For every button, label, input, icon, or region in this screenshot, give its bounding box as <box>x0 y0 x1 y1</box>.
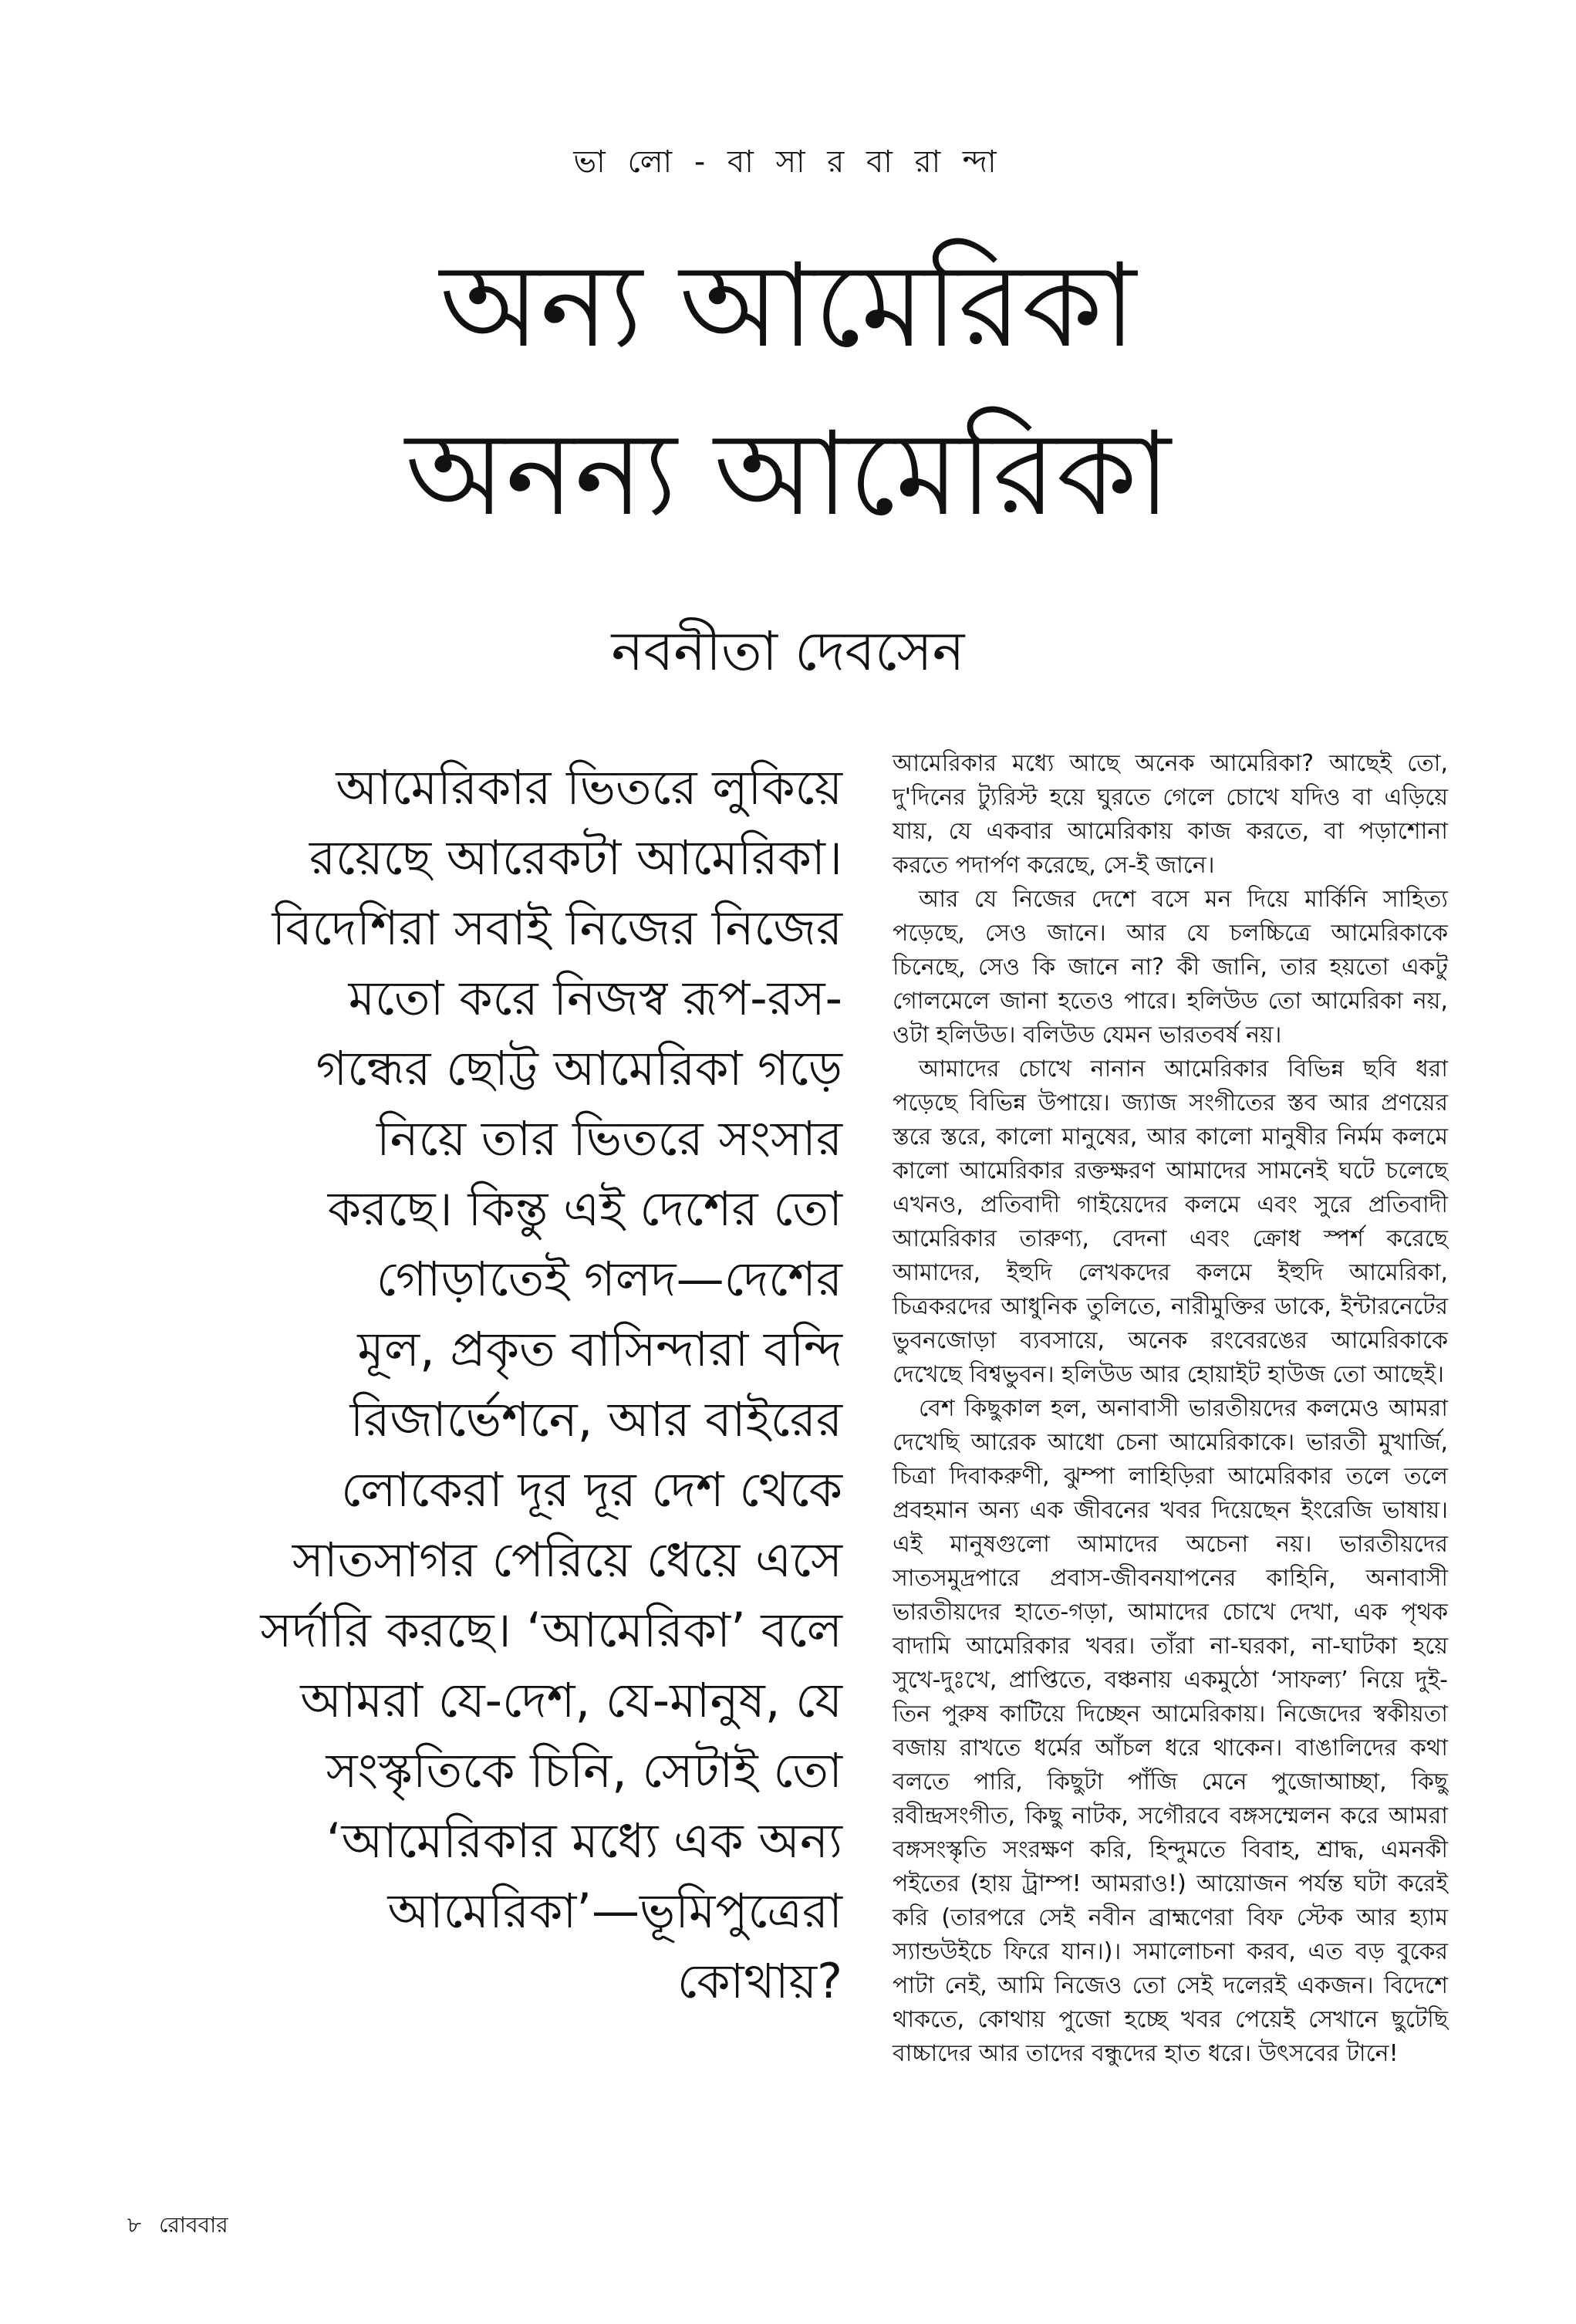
publication-name: রোববার <box>159 2212 228 2238</box>
body-paragraph: আমাদের চোখে নানান আমেরিকার বিভিন্ন ছবি ধরা পড়েছে বিভিন্ন উপায়ে। জ্যাজ সংগীতের স্তব আর প্রণয়ের স্তরে স্তরে, কালো মানুষের, আর কালো মানুষীর নির্মম কলমে কালো আমেরিকার রক্তক্ষরণ আমাদের সামনেই ঘটে চলেছে এখনও, প্রতিবাদী গাইয়েদের কলমে এবং সুরে প্রতিবাদী আমেরিকার তারুণ্য, বেদনা এবং ক্রোধ স্পর্শ করেছে আমাদের, ইহুদি লেখকদের কলমে ইহুদি আমেরিকা, চিত্রকরদের আধুনিক তুলিতে, নারীমুক্তির ডাকে, ইন্টারনেটের ভুবনজোড়া ব্যবসায়ে, অনেক রংবেরঙের আমেরিকাকে দেখেছে বিশ্বভুবন। হলিউড আর হোয়াইট হাউজ তো আছেই। <box>893 1056 1448 1388</box>
pull-quote-line: গোড়াতেই গলদ—দেশের <box>376 1251 842 1307</box>
pull-quote-line: মতো করে নিজস্ব রূপ-রস- <box>348 970 842 1026</box>
article-title-line-1: অন্য আমেরিকা <box>439 239 1136 373</box>
pull-quote-line: মূল, প্রকৃত বাসিন্দারা বন্দি <box>357 1321 842 1377</box>
pull-quote-line: আমেরিকার ভিতরে লুকিয়ে <box>336 759 842 816</box>
pull-quote-line: করছে। কিন্তু এই দেশের তো <box>327 1181 842 1237</box>
pull-quote-line: আমরা যে-দেশ, যে-মানুষ, যে <box>300 1672 842 1728</box>
pull-quote-line: সর্দারি করছে। ‘আমেরিকা’ বলে <box>260 1602 842 1658</box>
pull-quote-line: লোকেরা দূর দূর দেশ থেকে <box>341 1461 842 1518</box>
pull-quote <box>171 752 842 2016</box>
article-title-line-2: অনন্য আমেরিকা <box>405 407 1171 542</box>
author-byline: নবনীতা দেবসেন <box>611 620 965 683</box>
page-footer <box>127 2208 239 2245</box>
pull-quote-line: রয়েছে আরেকটা আমেরিকা। <box>309 829 842 886</box>
pull-quote-line: নিয়ে তার ভিতরে সংসার <box>376 1110 842 1167</box>
pull-quote-line: সাতসাগর পেরিয়ে ধেয়ে এসে <box>292 1532 842 1588</box>
body-text-column <box>893 747 1448 2071</box>
page-number: ৮ <box>127 2212 142 2238</box>
pull-quote-line: কোথায়? <box>677 1953 842 2009</box>
body-paragraph: বেশ কিছুকাল হল, অনাবাসী ভারতীয়দের কলমেও আমরা দেখেছি আরেক আধো চেনা আমেরিকাকে। ভারতী মুখার্জি, চিত্রা দিবাকরুণী, ঝুম্পা লাহিড়িরা আমেরিকার তলে তলে প্রবহমান অন্য এক জীবনের খবর দিয়েছেন ইংরেজি ভাষায়। এই মানুষগুলো আমাদের অচেনা নয়। ভারতীয়দের সাতসমুদ্রপারে প্রবাস-জীবনযাপনের কাহিনি, অনাবাসী ভারতীয়দের হাতে-গড়া, আমাদের চোখে দেখা, এক পৃথক বাদামি আমেরিকার খবর। তাঁরা না-ঘরকা, না-ঘাটকা হয়ে সুখে-দুঃখে, প্রাপ্তিতে, বঞ্চনায় একমুঠো ‘সাফল্য’ নিয়ে দুই-তিন পুরুষ কাটিয়ে দিচ্ছেন আমেরিকায়। নিজেদের স্বকীয়তা বজায় রাখতে ধর্মের আঁচল ধরে থাকেন। বাঙালিদের কথা বলতে পারি, কিছুটা পাঁজি মেনে পুজোআচ্ছা, কিছু রবীন্দ্রসংগীত, কিছু নাটক, সগৌরবে বঙ্গসম্মেলন করে আমরা বঙ্গসংস্কৃতি সংরক্ষণ করি, হিন্দুমতে বিবাহ, শ্রাদ্ধ, এমনকী পইতের (হায় ট্রাম্প! আমরাও!) আয়োজন পর্যন্ত ঘটা করেই করি (তারপরে সেই নবীন ব্রাহ্মণেরা বিফ স্টেক আর হ্যাম স্যান্ডউইচে ফিরে যান।)। সমালোচনা করব, এত বড় বুকের পাটা নেই, আমি নিজেও তো সেই দলেরই একজন। বিদেশে থাকতে, কোথায় পুজো হচ্ছে খবর পেয়েই সেখানে ছুটেছি বাচ্চাদের আর তাদের বন্ধুদের হাত ধরে। উৎসবের টানে! <box>893 1395 1448 2067</box>
section-label: ভা লো - বা সা র বা রা ন্দা <box>573 144 1003 180</box>
pull-quote-line: সংস্কৃতিকে চিনি, সেটাই তো <box>326 1742 842 1799</box>
pull-quote-line: রিজার্ভেশনে, আর বাইরের <box>349 1391 842 1447</box>
pull-quote-line: গন্ধের ছোট্ট আমেরিকা গড়ে <box>316 1040 842 1096</box>
pull-quote-line: ‘আমেরিকার মধ্যে এক অন্য <box>326 1812 842 1869</box>
pull-quote-line: আমেরিকা’—ভূমিপুত্রেরা <box>387 1883 842 1939</box>
body-paragraph: আর যে নিজের দেশে বসে মন দিয়ে মার্কিনি সাহিত্য পড়েছে, সেও জানে। আর যে চলচ্চিত্রে আমেরিকাকে চিনেছে, সেও কি জানে না? কী জানি, তার হয়তো একটু গোলমেলে জানা হতেও পারে। হলিউড তো আমেরিকা নয়, ওটা হলিউড। বলিউড যেমন ভারতবর্ষ নয়। <box>893 886 1448 1049</box>
pull-quote-line: বিদেশিরা সবাই নিজের নিজের <box>272 900 842 956</box>
body-paragraph: আমেরিকার মধ্যে আছে অনেক আমেরিকা? আছেই তো, দু'দিনের ট্যুরিস্ট হয়ে ঘুরতে গেলে চোখে যদিও বা এড়িয়ে যায়, যে একবার আমেরিকায় কাজ করতে, বা পড়াশোনা করতে পদার্পণ করেছে, সে-ই জানে। <box>893 750 1448 879</box>
